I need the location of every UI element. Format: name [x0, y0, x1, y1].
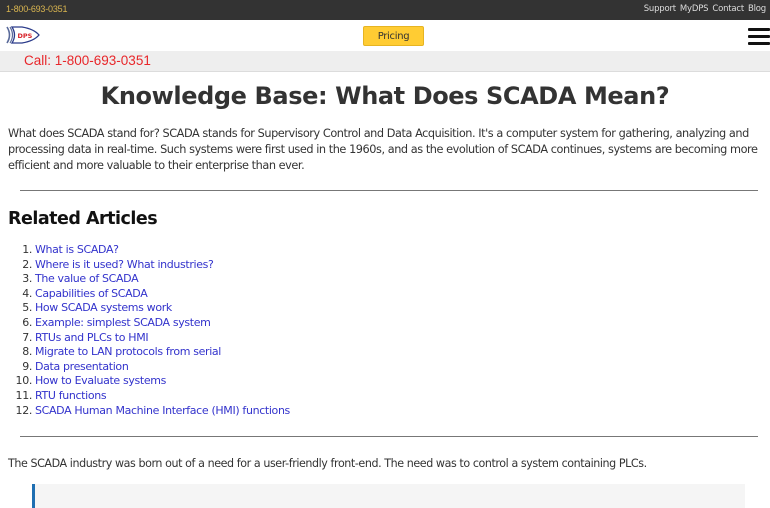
article-link[interactable]: Capabilities of SCADA: [35, 286, 148, 300]
topbar-link-support[interactable]: Support: [643, 4, 676, 14]
article-link[interactable]: Migrate to LAN protocols from serial: [35, 345, 222, 359]
blockquote: [32, 484, 745, 508]
list-item: 3. The value of SCADA: [22, 272, 139, 286]
article-link[interactable]: How SCADA systems work: [35, 301, 172, 315]
article-link[interactable]: RTUs and PLCs to HMI: [35, 330, 149, 344]
topbar-link-contact[interactable]: Contact: [712, 4, 744, 14]
dps-logo[interactable]: [6, 25, 40, 45]
topbar-phone[interactable]: 1-800-693-0351: [6, 4, 68, 14]
article-link[interactable]: SCADA Human Machine Interface (HMI) functions: [35, 403, 290, 417]
page-title: Knowledge Base: What Does SCADA Mean?: [100, 82, 670, 110]
list-item: 6. Example: simplest SCADA system: [22, 315, 211, 329]
hamburger-bar: [748, 42, 770, 45]
related-articles-heading: Related Articles: [8, 209, 158, 229]
call-bar: [0, 51, 770, 72]
hamburger-bar: [748, 35, 770, 38]
list-item: 9. Data presentation: [22, 359, 129, 373]
intro-paragraph: What does SCADA stand for? SCADA stands for Supervisory Control and Data Acquisition. It's a computer system for gathering, analyzing and processing data in real-time. Such systems were first used in the 1960s, and as the evolution of SCADA continues, systems are becoming more efficient and more valuable to their enterprise than ever.: [8, 127, 758, 172]
pricing-button[interactable]: Pricing: [363, 26, 424, 46]
divider: [20, 190, 758, 191]
list-item: 8. Migrate to LAN protocols from serial: [22, 345, 222, 359]
article-link[interactable]: RTU functions: [35, 388, 107, 402]
body-paragraph: The SCADA industry was born out of a need for a user-friendly front-end. The need was to control a system containing PLCs.: [8, 457, 647, 470]
article-link[interactable]: Where is it used? What industries?: [35, 257, 214, 271]
call-phone-link[interactable]: Call: 1-800-693-0351: [24, 53, 151, 68]
article-link[interactable]: How to Evaluate systems: [35, 374, 167, 388]
article-link[interactable]: Example: simplest SCADA system: [35, 315, 211, 329]
article-link[interactable]: The value of SCADA: [35, 272, 139, 286]
list-item: 1. What is SCADA?: [22, 243, 119, 256]
hamburger-bar: [748, 28, 770, 31]
header: [0, 20, 770, 51]
svg-text:DPS: DPS: [17, 32, 33, 40]
related-articles-list: [12, 243, 290, 418]
logo-gate-icon: [6, 25, 40, 45]
divider: [20, 436, 758, 437]
hamburger-menu-icon[interactable]: [748, 28, 770, 48]
topbar-link-mydps[interactable]: MyDPS: [679, 4, 709, 14]
topbar-link-blog[interactable]: Blog: [748, 4, 766, 14]
topbar-links: [644, 4, 766, 14]
list-item: 12. SCADA Human Machine Interface (HMI) functions: [15, 403, 290, 417]
list-item: 2. Where is it used? What industries?: [22, 257, 214, 271]
top-bar: [0, 0, 770, 20]
list-item: 10. How to Evaluate systems: [15, 374, 167, 388]
list-item: 5. How SCADA systems work: [22, 301, 172, 315]
article-link[interactable]: What is SCADA?: [35, 243, 119, 256]
list-item: 7. RTUs and PLCs to HMI: [22, 330, 149, 344]
list-item: 11. RTU functions: [15, 388, 107, 402]
article-link[interactable]: Data presentation: [35, 359, 129, 373]
list-item: 4. Capabilities of SCADA: [22, 286, 148, 300]
